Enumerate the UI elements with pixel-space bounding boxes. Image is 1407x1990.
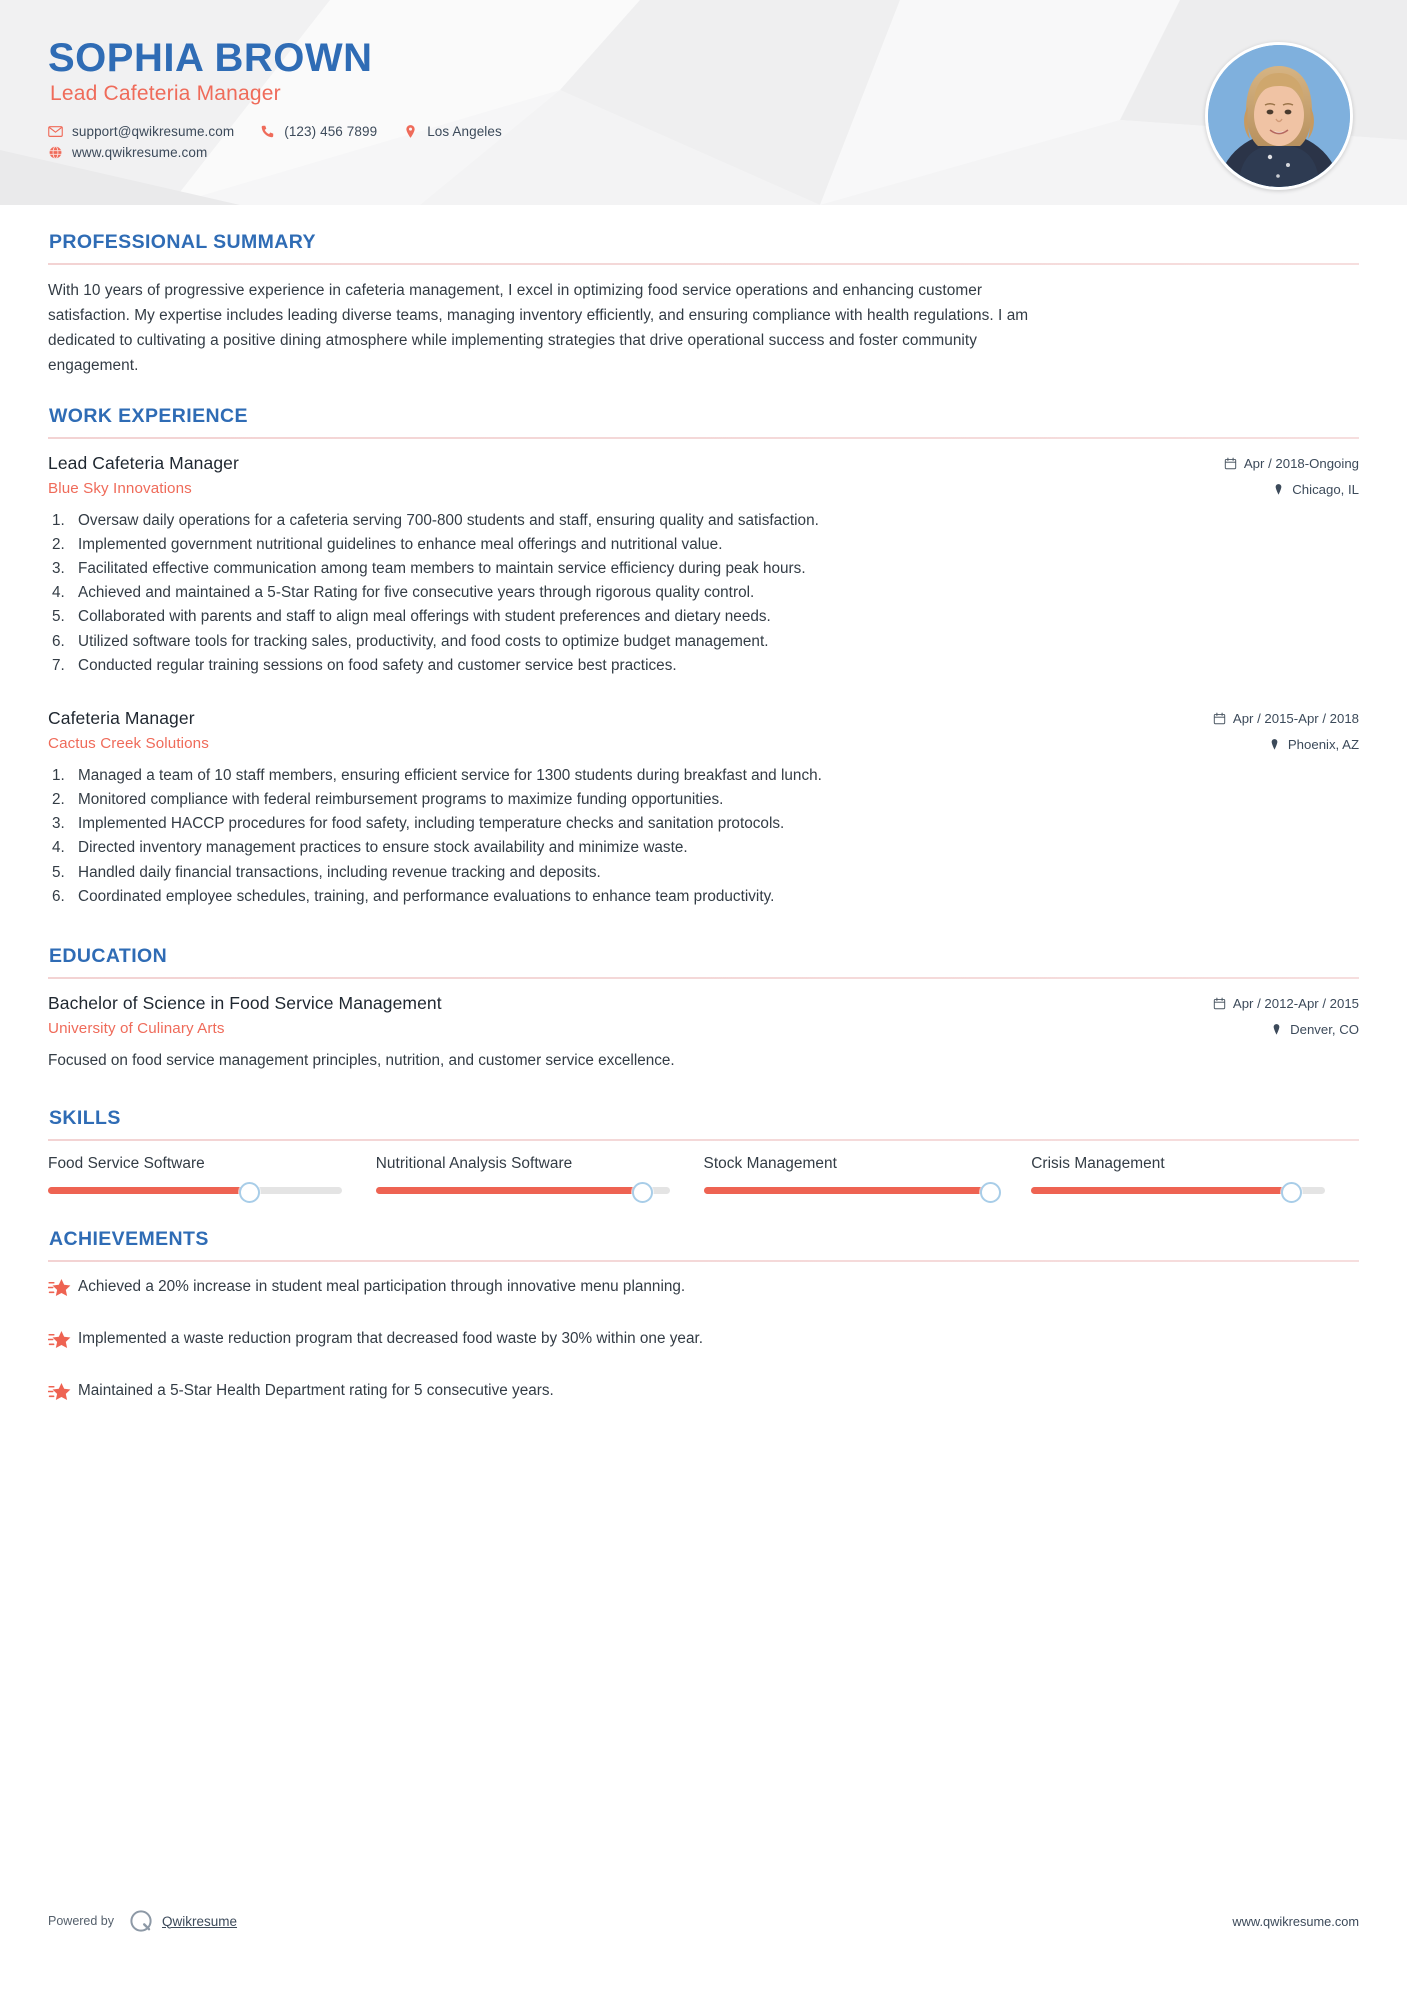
education-entry-left (48, 993, 442, 1037)
experience-entry-left (48, 453, 239, 497)
contact-email[interactable] (48, 124, 234, 139)
bullet-text: Managed a team of 10 staff members, ensuring efficient service for 1300 students during breakfast and lunch. (78, 766, 822, 784)
bullet-text: Facilitated effective communication among team members to maintain service efficiency during peak hours. (78, 560, 806, 578)
experience-dates (1213, 711, 1359, 726)
footer-brand-group (48, 1908, 237, 1934)
bullet-number: 4. (52, 839, 65, 857)
skill-level-handle[interactable] (632, 1182, 653, 1203)
experience-entry-left (48, 708, 209, 752)
achievement-item (48, 1380, 1359, 1410)
experience-bullet (48, 533, 1359, 557)
experience-bullet (48, 812, 1359, 836)
section-title-summary: PROFESSIONAL SUMMARY (49, 231, 316, 253)
bullet-text: Achieved and maintained a 5-Star Rating for five consecutive years through rigorous quality control. (78, 584, 755, 602)
contact-phone-text: (123) 456 7899 (284, 124, 378, 139)
achievements-list (48, 1276, 1359, 1410)
bullet-number: 1. (52, 766, 65, 784)
bullet-number: 3. (52, 815, 65, 833)
experience-location-text: Phoenix, AZ (1287, 736, 1359, 752)
education-location (1213, 1022, 1359, 1037)
experience-meta (1224, 453, 1359, 497)
skill-name: Food Service Software (48, 1154, 205, 1172)
section-divider (48, 977, 1359, 979)
experience-entry-header (48, 708, 1359, 752)
section-title-skills: SKILLS (49, 1106, 121, 1129)
education-school: University of Culinary Arts (48, 1019, 225, 1037)
experience-bullet (48, 788, 1359, 812)
education-location-text: Denver, CO (1290, 1021, 1359, 1037)
globe-icon (48, 145, 63, 160)
location-pin-icon (1268, 738, 1281, 751)
experience-list (48, 453, 1359, 909)
section-divider (48, 437, 1359, 439)
skill-level-handle[interactable] (239, 1182, 260, 1203)
header-identity (48, 38, 528, 160)
bullet-text: Directed inventory management practices to ensure stock availability and minimize waste. (78, 839, 688, 857)
experience-company: Blue Sky Innovations (48, 479, 192, 497)
experience-location (1224, 482, 1359, 497)
contact-email-text: support@qwikresume.com (72, 124, 235, 139)
qwikresume-logo-icon (128, 1908, 154, 1934)
education-degree: Bachelor of Science in Food Service Management (48, 992, 442, 1013)
experience-bullet (48, 509, 1359, 533)
experience-bullets (48, 509, 1359, 678)
resume-body (0, 231, 1407, 1410)
bullet-number: 4. (52, 584, 65, 602)
bullet-number: 2. (52, 535, 65, 553)
calendar-icon (1213, 712, 1226, 725)
calendar-icon (1224, 457, 1237, 470)
calendar-icon (1213, 997, 1226, 1010)
header-role: Lead Cafeteria Manager (50, 82, 281, 105)
achievement-text: Achieved a 20% increase in student meal participation through innovative menu planning. (78, 1277, 686, 1295)
achievement-text: Implemented a waste reduction program that decreased food waste by 30% within one year. (78, 1329, 704, 1347)
achievement-item (48, 1276, 1359, 1306)
page-footer (48, 1908, 1359, 1934)
bullet-number: 6. (52, 632, 65, 650)
page-title: SOPHIA BROWN (48, 36, 373, 80)
section-divider (48, 263, 1359, 265)
location-pin-icon (1272, 483, 1285, 496)
achievement-item (48, 1328, 1359, 1358)
experience-entry-header (48, 453, 1359, 497)
bullet-text: Implemented government nutritional guidelines to enhance meal offerings and nutritional value. (78, 535, 723, 553)
experience-dates (1224, 456, 1359, 471)
experience-location-text: Chicago, IL (1292, 481, 1359, 497)
contact-location-text: Los Angeles (427, 124, 502, 139)
section-divider (48, 1260, 1359, 1262)
achievement-star-icon (48, 1277, 78, 1306)
experience-bullets (48, 764, 1359, 909)
qwikresume-brand-link[interactable]: Qwikresume (162, 1913, 238, 1929)
experience-entry (48, 453, 1359, 678)
summary-text: With 10 years of progressive experience in cafeteria management, I excel in optimizing food service operations and enhancing customer satisfaction. My expertise includes leading diverse teams, managing inventory efficiently, and ensuring compliance with health regulations. I am dedicated to cultivating a positive dining atmosphere while implementing strategies that drive operational success and foster community engagement. (48, 282, 1029, 374)
email-icon (48, 124, 63, 139)
experience-meta (1213, 708, 1359, 752)
education-list (48, 993, 1359, 1073)
bullet-number: 6. (52, 887, 65, 905)
location-pin-icon (403, 124, 418, 139)
contact-row-primary (48, 124, 528, 139)
experience-bullet (48, 605, 1359, 629)
skill-level-fill (48, 1187, 248, 1194)
bullet-number: 1. (52, 511, 65, 529)
bullet-number: 2. (52, 791, 65, 809)
phone-icon (260, 124, 275, 139)
star-icon (48, 1381, 74, 1405)
experience-bullet (48, 630, 1359, 654)
achievement-star-icon (48, 1381, 78, 1410)
section-title-experience: WORK EXPERIENCE (49, 404, 248, 427)
experience-dates-text: Apr / 2015-Apr / 2018 (1232, 710, 1359, 726)
powered-by-label: Powered by (48, 1914, 115, 1928)
experience-entry (48, 708, 1359, 909)
skill-item (704, 1155, 1032, 1194)
skill-item (376, 1155, 704, 1194)
section-title-education: EDUCATION (49, 944, 168, 967)
skill-item (1031, 1155, 1359, 1194)
bullet-text: Monitored compliance with federal reimbursement programs to maximize funding opportunities. (78, 791, 724, 809)
experience-bullet (48, 581, 1359, 605)
skill-name: Nutritional Analysis Software (375, 1154, 573, 1172)
skill-name: Stock Management (703, 1154, 837, 1172)
experience-bullet (48, 764, 1359, 788)
section-professional-summary (48, 231, 1359, 379)
experience-bullet (48, 836, 1359, 860)
bullet-text: Conducted regular training sessions on food safety and customer service best practices. (78, 656, 677, 674)
bullet-text: Utilized software tools for tracking sales, productivity, and food costs to optimize budget management. (78, 632, 769, 650)
contact-location (403, 124, 502, 139)
bullet-text: Handled daily financial transactions, including revenue tracking and deposits. (78, 863, 601, 881)
education-dates-text: Apr / 2012-Apr / 2015 (1232, 995, 1359, 1011)
education-description: Focused on food service management principles, nutrition, and customer service excellence. (48, 1051, 675, 1069)
experience-bullet (48, 557, 1359, 581)
skill-level-fill (1031, 1187, 1290, 1194)
achievement-text: Maintained a 5-Star Health Department rating for 5 consecutive years. (78, 1381, 554, 1399)
avatar (1205, 42, 1353, 190)
experience-bullet (48, 861, 1359, 885)
experience-role: Cafeteria Manager (48, 707, 195, 728)
experience-role: Lead Cafeteria Manager (48, 452, 239, 473)
section-achievements (48, 1228, 1359, 1410)
section-education (48, 945, 1359, 1073)
footer-website[interactable]: www.qwikresume.com (1232, 1913, 1359, 1929)
skill-level-bar[interactable] (48, 1187, 342, 1194)
achievement-star-icon (48, 1329, 78, 1358)
section-title-achievements: ACHIEVEMENTS (49, 1227, 209, 1250)
bullet-text: Oversaw daily operations for a cafeteria serving 700-800 students and staff, ensuring quality and satisfaction. (78, 511, 819, 529)
skill-level-bar[interactable] (704, 1187, 998, 1194)
star-icon (48, 1329, 74, 1353)
contact-website-text: www.qwikresume.com (72, 145, 208, 160)
bullet-number: 5. (52, 863, 65, 881)
star-icon (48, 1277, 74, 1301)
skill-name: Crisis Management (1031, 1154, 1165, 1172)
experience-company: Cactus Creek Solutions (48, 734, 209, 752)
location-pin-icon (1270, 1023, 1283, 1036)
skills-grid (48, 1155, 1359, 1194)
education-dates (1213, 996, 1359, 1011)
bullet-number: 5. (52, 608, 65, 626)
experience-bullet (48, 654, 1359, 678)
skill-level-fill (704, 1187, 989, 1194)
skill-level-bar[interactable] (1031, 1187, 1325, 1194)
skill-item (48, 1155, 376, 1194)
experience-bullet (48, 885, 1359, 909)
contact-website[interactable] (48, 145, 207, 160)
experience-dates-text: Apr / 2018-Ongoing (1243, 455, 1359, 471)
experience-location (1213, 737, 1359, 752)
skill-level-handle[interactable] (1281, 1182, 1302, 1203)
avatar-photo (1208, 45, 1350, 187)
contact-phone[interactable] (260, 124, 377, 139)
education-entry (48, 993, 1359, 1073)
section-skills (48, 1107, 1359, 1194)
skill-level-handle[interactable] (980, 1182, 1001, 1203)
bullet-text: Implemented HACCP procedures for food safety, including temperature checks and sanitation protocols. (78, 815, 785, 833)
section-work-experience (48, 405, 1359, 909)
bullet-text: Collaborated with parents and staff to align meal offerings with student preferences and dietary needs. (78, 608, 771, 626)
skill-level-fill (376, 1187, 640, 1194)
section-divider (48, 1139, 1359, 1141)
contact-row-secondary (48, 145, 528, 160)
skill-level-bar[interactable] (376, 1187, 670, 1194)
bullet-text: Coordinated employee schedules, training, and performance evaluations to enhance team productivity. (78, 887, 775, 905)
resume-header (0, 0, 1407, 205)
education-entry-header (48, 993, 1359, 1037)
bullet-number: 3. (52, 560, 65, 578)
education-meta (1213, 993, 1359, 1037)
bullet-number: 7. (52, 656, 65, 674)
